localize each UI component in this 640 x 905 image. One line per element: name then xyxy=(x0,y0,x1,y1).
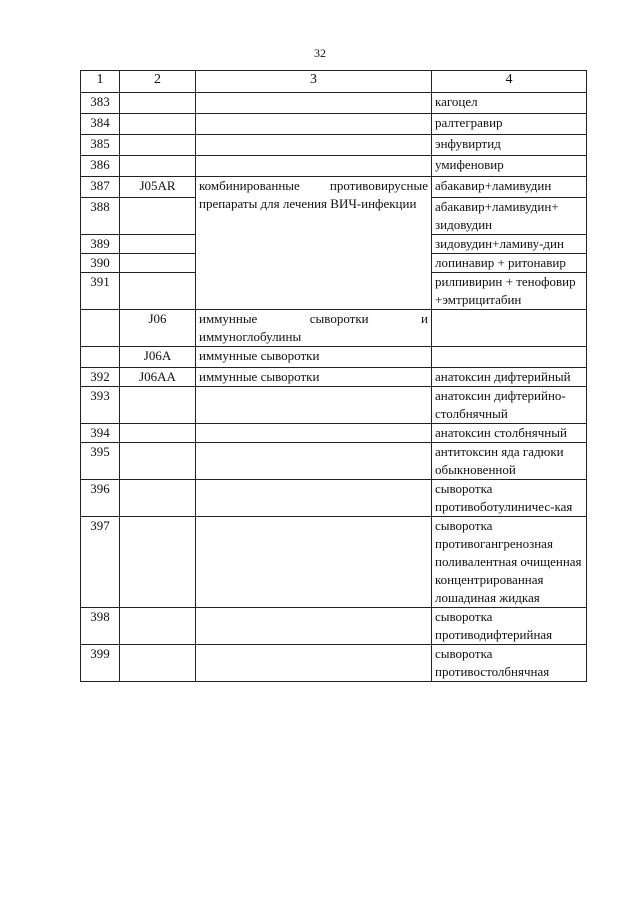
atc-code xyxy=(120,387,196,424)
drug-name: анатоксин дифтерийно-столбнячный xyxy=(432,387,587,424)
atc-code xyxy=(120,114,196,135)
drug-table xyxy=(80,70,587,682)
row-number: 393 xyxy=(81,387,120,424)
atc-code xyxy=(120,645,196,682)
drug-name: зидовудин+ламиву-дин xyxy=(432,235,587,254)
atc-code xyxy=(120,254,196,273)
table-row xyxy=(81,156,587,177)
table-row xyxy=(81,177,587,198)
row-number: 383 xyxy=(81,93,120,114)
group-description: комбинированные противовирусные препараты для лечения ВИЧ-инфекции xyxy=(196,177,432,310)
group-description: иммунные сыворотки и иммуноглобулины xyxy=(196,310,432,347)
atc-code xyxy=(120,273,196,310)
table-row xyxy=(81,645,587,682)
drug-name: сыворотка противоботулиничес-кая xyxy=(432,480,587,517)
row-number: 396 xyxy=(81,480,120,517)
row-number: 394 xyxy=(81,424,120,443)
row-number: 389 xyxy=(81,235,120,254)
group-description xyxy=(196,645,432,682)
table-row xyxy=(81,608,587,645)
row-number: 386 xyxy=(81,156,120,177)
group-description xyxy=(196,517,432,608)
table-row xyxy=(81,517,587,608)
drug-name: анатоксин столбнячный xyxy=(432,424,587,443)
table-row xyxy=(81,347,587,368)
group-description xyxy=(196,480,432,517)
header-col-4: 4 xyxy=(432,71,587,93)
atc-code xyxy=(120,135,196,156)
group-description xyxy=(196,387,432,424)
table-row xyxy=(81,368,587,387)
header-row xyxy=(81,71,587,93)
row-number xyxy=(81,310,120,347)
group-description xyxy=(196,156,432,177)
row-number: 390 xyxy=(81,254,120,273)
group-description xyxy=(196,135,432,156)
header-col-3: 3 xyxy=(196,71,432,93)
row-number: 392 xyxy=(81,368,120,387)
drug-name: рилпивирин + тенофовир +эмтрицитабин xyxy=(432,273,587,310)
drug-name: анатоксин дифтерийный xyxy=(432,368,587,387)
group-description xyxy=(196,114,432,135)
atc-code xyxy=(120,608,196,645)
atc-code xyxy=(120,424,196,443)
group-description: иммунные сыворотки xyxy=(196,347,432,368)
row-number xyxy=(81,347,120,368)
atc-code: J06A xyxy=(120,347,196,368)
atc-code xyxy=(120,443,196,480)
group-description xyxy=(196,608,432,645)
drug-name: абакавир+ламивудин+ зидовудин xyxy=(432,198,587,235)
group-description xyxy=(196,443,432,480)
atc-code: J06 xyxy=(120,310,196,347)
drug-name: кагоцел xyxy=(432,93,587,114)
table-row xyxy=(81,114,587,135)
atc-code xyxy=(120,517,196,608)
drug-name: антитоксин яда гадюки обыкновенной xyxy=(432,443,587,480)
row-number: 399 xyxy=(81,645,120,682)
page-number: 32 xyxy=(314,46,326,60)
drug-name: ралтегравир xyxy=(432,114,587,135)
drug-name: энфувиртид xyxy=(432,135,587,156)
row-number: 397 xyxy=(81,517,120,608)
row-number: 395 xyxy=(81,443,120,480)
atc-code: J06AA xyxy=(120,368,196,387)
group-description xyxy=(196,424,432,443)
table-row xyxy=(81,480,587,517)
table-row xyxy=(81,310,587,347)
drug-name: сыворотка противостолбнячная xyxy=(432,645,587,682)
row-number: 387 xyxy=(81,177,120,198)
group-description: иммунные сыворотки xyxy=(196,368,432,387)
atc-code: J05AR xyxy=(120,177,196,198)
group-description xyxy=(196,93,432,114)
drug-name xyxy=(432,310,587,347)
atc-code xyxy=(120,198,196,235)
row-number: 385 xyxy=(81,135,120,156)
row-number: 384 xyxy=(81,114,120,135)
drug-name: сыворотка противогангренозная поливалентная очищенная концентрированная лошадиная жидкая xyxy=(432,517,587,608)
atc-code xyxy=(120,235,196,254)
drug-name: умифеновир xyxy=(432,156,587,177)
row-number: 398 xyxy=(81,608,120,645)
header-col-2: 2 xyxy=(120,71,196,93)
table-row xyxy=(81,424,587,443)
atc-code xyxy=(120,480,196,517)
row-number: 388 xyxy=(81,198,120,235)
drug-name xyxy=(432,347,587,368)
drug-name: абакавир+ламивудин xyxy=(432,177,587,198)
table-row xyxy=(81,443,587,480)
row-number: 391 xyxy=(81,273,120,310)
table-row xyxy=(81,93,587,114)
header-col-1: 1 xyxy=(81,71,120,93)
table-row xyxy=(81,387,587,424)
atc-code xyxy=(120,93,196,114)
table-row xyxy=(81,135,587,156)
drug-name: лопинавир + ритонавир xyxy=(432,254,587,273)
atc-code xyxy=(120,156,196,177)
drug-name: сыворотка противодифтерийная xyxy=(432,608,587,645)
